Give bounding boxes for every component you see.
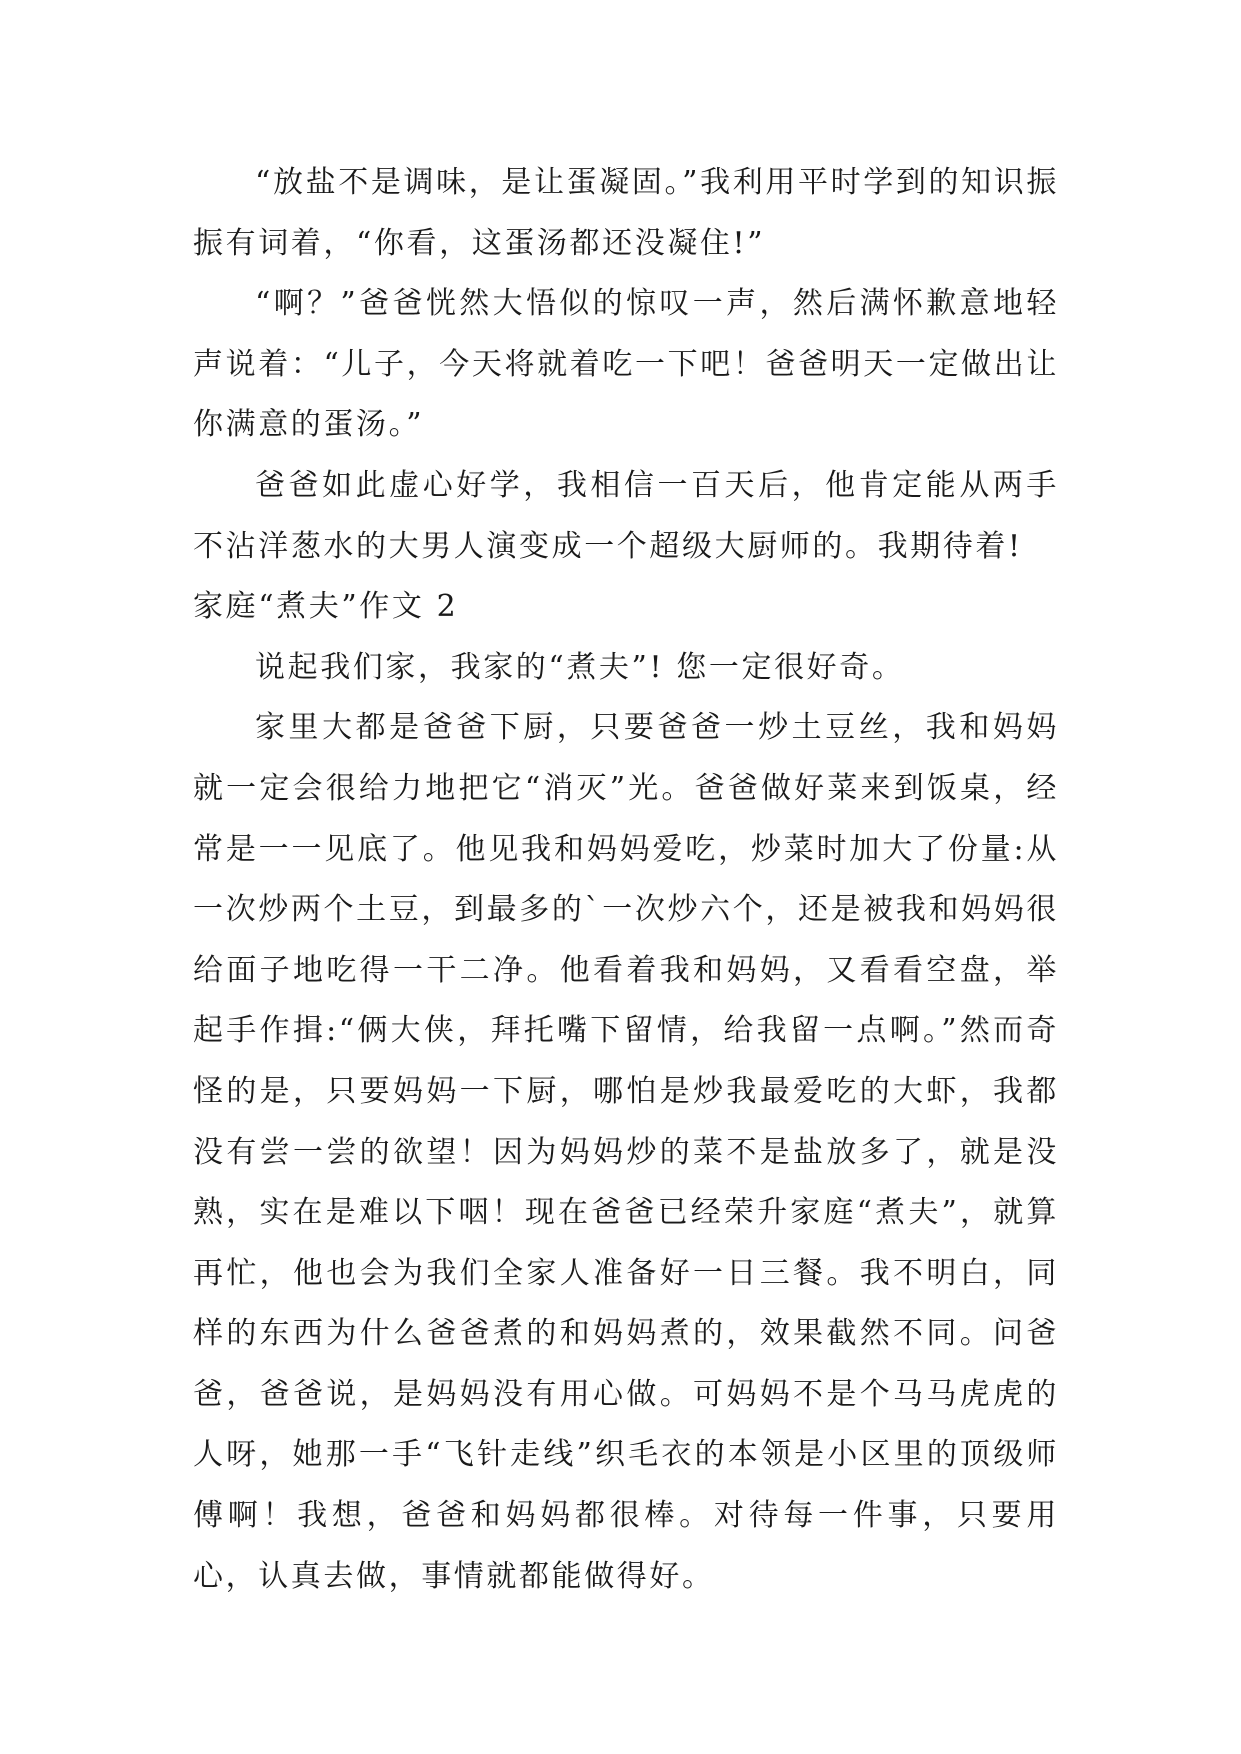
document-body (193, 153, 1059, 1607)
paragraph-expectation: 爸爸如此虚心好学，我相信一百天后，他肯定能从两手不沾洋葱水的大男人演变成一个超级大厨师的。我期待着! (193, 467, 1059, 564)
paragraph-father-reply: “啊？”爸爸恍然大悟似的惊叹一声，然后满怀歉意地轻声说着：“儿子，今天将就着吃一下吧！爸爸明天一定做出让你满意的蛋汤。” (193, 286, 1059, 443)
paragraph-salt-explanation: “放盐不是调味，是让蛋凝固。”我利用平时学到的知识振振有词着，“你看，这蛋汤都还没凝住!” (193, 165, 1059, 261)
paragraph-main-story: 家里大都是爸爸下厨，只要爸爸一炒土豆丝，我和妈妈就一定会很给力地把它“消灭”光。爸爸做好菜来到饭桌，经常是一一见底了。他见我和妈妈爱吃，炒菜时加大了份量:从一次炒两个土豆，到最多的`一次炒六个，还是被我和妈妈很给面子地吃得一干二净。他看着我和妈妈，又看看空盘，举起手作揖:“俩大侠，拜托嘴下留情，给我留一点啊。”然而奇怪的是，只要妈妈一下厨，哪怕是炒我最爱吃的大虾，我都没有尝一尝的欲望！因为妈妈炒的菜不是盐放多了，就是没熟，实在是难以下咽！现在爸爸已经荣升家庭“煮夫”，就算再忙，他也会为我们全家人准备好一日三餐。我不明白，同样的东西为什么爸爸煮的和妈妈煮的，效果截然不同。问爸爸，爸爸说，是妈妈没有用心做。可妈妈不是个马马虎虎的人呀，她那一手“飞针走线”织毛衣的本领是小区里的顶级师傅啊！我想，爸爸和妈妈都很棒。对待每一件事，只要用心，认真去做，事情就都能做得好。 (193, 710, 1059, 1594)
essay-heading: 家庭“煮夫”作文 2 (193, 589, 459, 625)
paragraph-intro: 说起我们家，我家的“煮夫”! 您一定很好奇。 (255, 649, 905, 685)
